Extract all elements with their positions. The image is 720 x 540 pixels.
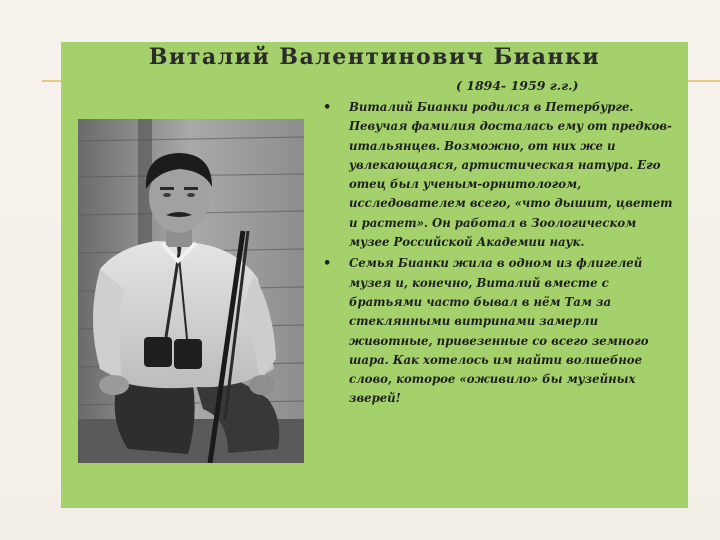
- bullet-marker: •: [323, 256, 332, 272]
- slide-title: Виталий Валентинович Бианки: [148, 44, 601, 70]
- portrait-image: [78, 119, 304, 463]
- portrait-photo: [78, 119, 304, 463]
- life-dates: ( 1894- 1959 г.г.): [456, 78, 579, 93]
- biography-paragraph: [323, 98, 679, 252]
- paragraph-text: Виталий Бианки родился в Петербурге. Певучая фамилия досталась ему от предков-итальянцев. Возможно, от них же и увлекающаяся, артистическая натура. Его отец был ученым-орнитологом, исследователем всего, «что дышит, цветет и растет». Он работал в Зоологическом музее Российской Академии наук.: [349, 100, 673, 250]
- decorative-line-left: [42, 80, 62, 82]
- content-panel: [61, 42, 688, 508]
- biography-text: [323, 98, 679, 411]
- biography-paragraph: [323, 254, 679, 408]
- paragraph-text: Семья Бианки жила в одном из флигелей музея и, конечно, Виталий вместе с братьями часто бывал в нём Там за стеклянными витринами замерли животные, привезенные со всего земного шара. Как хотелось им найти волшебное слово, которое «оживило» бы музейных зверей!: [349, 256, 649, 406]
- bullet-marker: •: [323, 100, 332, 115]
- decorative-line-right: [688, 80, 720, 82]
